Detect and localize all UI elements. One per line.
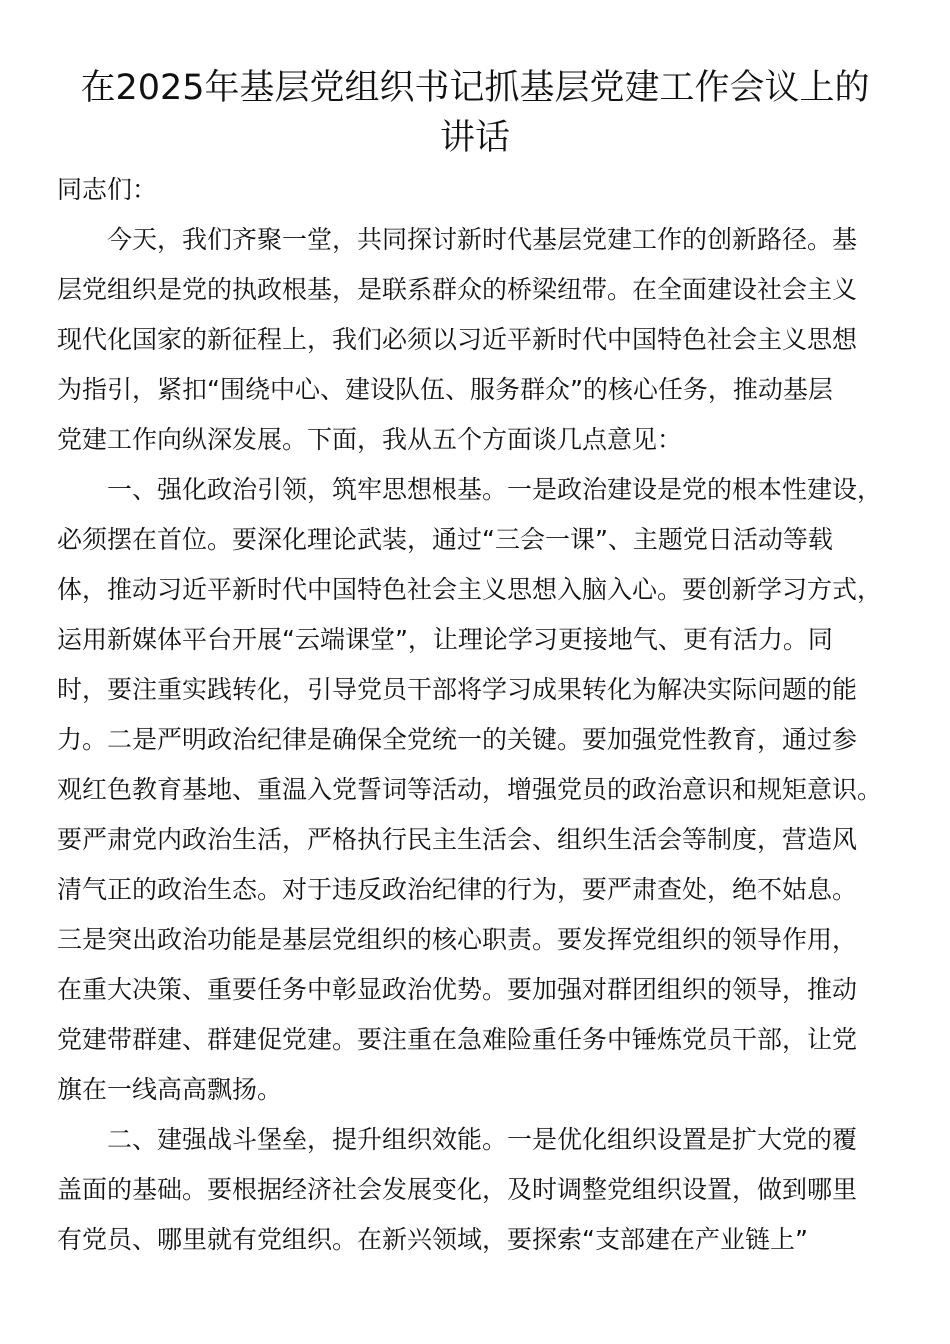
text-line: 必须摆在首位。要深化理论武装，通过“三会一课”、主题党日活动等载 — [57, 525, 833, 554]
text-line: 观红色教育基地、重温入党誓词等活动，增强党员的政治意识和规矩意识。 — [57, 775, 883, 804]
text-line: 三是突出政治功能是基层党组织的核心职责。要发挥党组织的领导作用， — [57, 925, 858, 954]
text-line: 有党员、哪里就有党组织。在新兴领域，要探索“支部建在产业链上” — [57, 1225, 808, 1254]
title-line-2: 讲话 — [439, 118, 510, 158]
text-line: 在重大决策、重要任务中彰显政治优势。要加强对群团组织的领导，推动 — [57, 975, 858, 1004]
salutation: 同志们： — [57, 175, 158, 204]
text-line: 层党组织是党的执政根基，是联系群众的桥梁纽带。在全面建设社会主义 — [57, 275, 858, 304]
text-line: 盖面的基础。要根据经济社会发展变化，及时调整党组织设置，做到哪里 — [57, 1175, 858, 1204]
text-line: 今天，我们齐聚一堂，共同探讨新时代基层党建工作的创新路径。基 — [107, 225, 858, 254]
text-line: 运用新媒体平台开展“云端课堂”，让理论学习更接地气、更有活力。同 — [57, 625, 833, 654]
section-heading-line: 一、强化政治引领，筑牢思想根基。一是政治建设是党的根本性建设， — [107, 475, 883, 504]
section-heading-line: 二、建强战斗堡垒，提升组织效能。一是优化组织设置是扩大党的覆 — [107, 1125, 858, 1154]
text-line: 时，要注重实践转化，引导党员干部将学习成果转化为解决实际问题的能 — [57, 675, 858, 704]
text-line: 现代化国家的新征程上，我们必须以习近平新时代中国特色社会主义思想 — [57, 325, 858, 354]
title-line-1: 在2025年基层党组织书记抓基层党建工作会议上的 — [80, 68, 870, 108]
text-line: 党建带群建、群建促党建。要注重在急难险重任务中锤炼党员干部，让党 — [57, 1025, 858, 1054]
text-line: 为指引，紧扣“围绕中心、建设队伍、服务群众”的核心任务，推动基层 — [57, 375, 833, 404]
text-line: 力。二是严明政治纪律是确保全党统一的关键。要加强党性教育，通过参 — [57, 725, 858, 754]
text-line: 党建工作向纵深发展。下面，我从五个方面谈几点意见： — [57, 425, 683, 454]
text-line: 要严肃党内政治生活，严格执行民主生活会、组织生活会等制度，营造风 — [57, 825, 858, 854]
text-line: 旗在一线高高飘扬。 — [57, 1075, 283, 1104]
text-line: 清气正的政治生态。对于违反政治纪律的行为，要严肃查处，绝不姑息。 — [57, 875, 858, 904]
text-line: 体，推动习近平新时代中国特色社会主义思想入脑入心。要创新学习方式， — [57, 575, 883, 604]
